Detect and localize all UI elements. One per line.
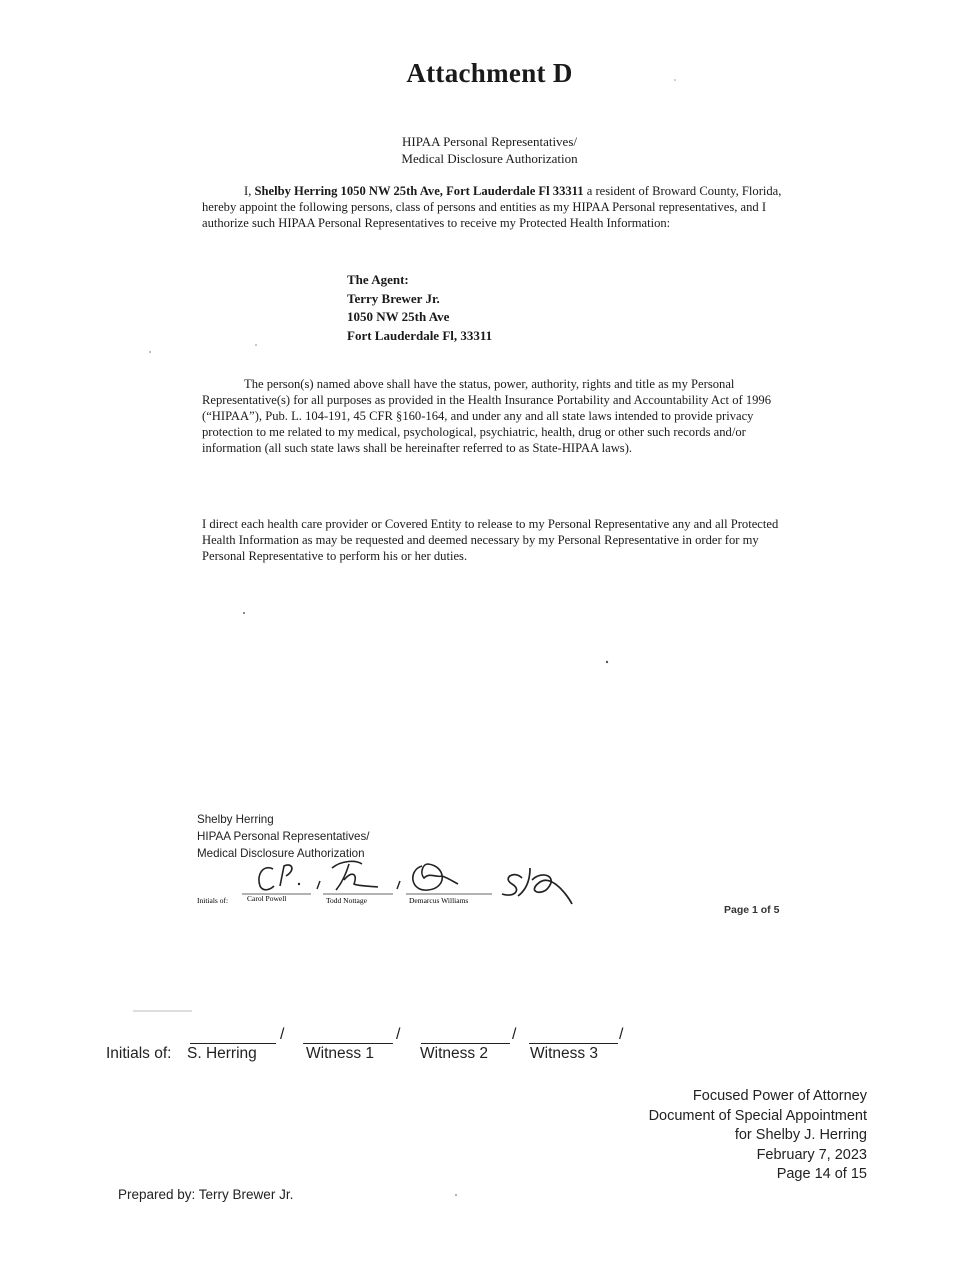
agent-heading: The Agent: [347,272,409,287]
slash-2: / [396,1026,401,1043]
status-paragraph-text: The person(s) named above shall have the status, power, authority, rights and title as my Personal Representative(s) for all purposes as provided in the Health Insurance Portability and Accountability Act of 1996 (“HIPAA”), Pub. L. 104-191, 45 CFR §160-164, and under any and all state laws intended to provide privacy protection to me related to my medical, psychological, psychiatric, health, drug or other such records and/or information (all such state laws shall be hereinafter referred to as State-HIPAA laws). [202,377,772,455]
initials-name-witness-1: Witness 1 [306,1045,375,1062]
initials-name-witness-2: Witness 2 [420,1045,489,1062]
initial-field-witness-1[interactable] [303,1025,393,1044]
witness-todd-nottage: Todd Nottage [326,896,367,905]
doc-info-line-1: Focused Power of Attorney [692,1088,867,1104]
agent-city: Fort Lauderdale Fl, 33311 [347,327,493,343]
document-title: Attachment D [406,58,573,88]
inner-initials-label: Initials of: [197,896,229,905]
witness-demarcus-williams: Demarcus Williams [409,896,469,905]
slash-1: / [280,1026,285,1043]
agent-name: Terry Brewer Jr. [347,290,440,306]
intro-prefix: I, [244,184,255,198]
doc-info-line-2: Document of Special Appointment [648,1107,867,1124]
inner-page-number: Page 1 of 5 [724,904,780,916]
intro-rest: a resident of Broward County, Florida, hereby appoint the following persons, class of persons and entities as my HIPAA Personal representatives, and I authorize such HIPAA Personal Representatives to receive my Protected Health Information: [202,184,782,230]
witness-carol-powell: Carol Powell [247,894,287,903]
release-paragraph: I direct each health care provider or Covered Entity to release to my Personal Representative any and all Protected Health Information as may be requested and deemed necessary by my Personal Representative in order for my Personal Representative to perform his or her duties. [202,517,779,563]
initials-name-witness-3: Witness 3 [530,1045,599,1062]
agent-street: 1050 NW 25th Ave [347,309,450,324]
initials-name-s-herring: S. Herring [187,1045,257,1062]
principal-name-address: Shelby Herring 1050 NW 25th Ave, Fort Lauderdale Fl 33311 [254,184,584,198]
doc-info-line-3: for Shelby J. Herring [734,1127,867,1143]
inner-footer-name: Shelby Herring [197,813,274,826]
subtitle-line-2: Medical Disclosure Authorization [401,151,578,166]
slash-3: / [512,1026,517,1043]
initials-label: Initials of: [106,1045,172,1062]
initial-field-s-herring[interactable] [190,1025,276,1044]
doc-info-date: February 7, 2023 [756,1146,867,1163]
prepared-by: Prepared by: Terry Brewer Jr. [118,1187,294,1202]
slash-4: / [619,1026,624,1043]
inner-footer-title-1: HIPAA Personal Representatives/ [197,830,370,843]
inner-footer-title-2: Medical Disclosure Authorization [197,847,365,860]
doc-info-page: Page 14 of 15 [776,1166,867,1182]
document-info [649,1087,867,1185]
initial-field-witness-2[interactable] [421,1025,510,1044]
initial-field-witness-3[interactable] [529,1025,618,1044]
subtitle-line-1: HIPAA Personal Representatives/ [402,134,577,149]
